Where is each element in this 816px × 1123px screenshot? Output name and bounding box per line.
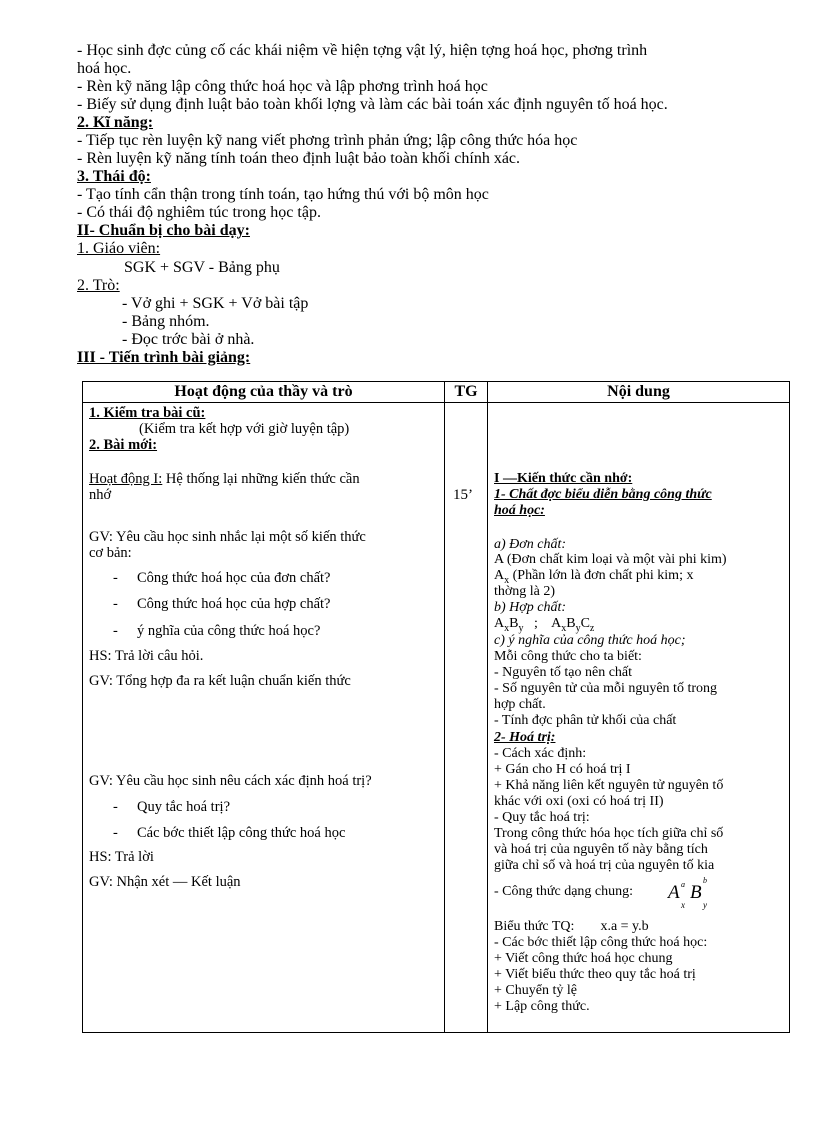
gv-prompt-1-line-2: cơ bản:: [89, 545, 132, 561]
step-2: + Viết biểu thức theo quy tắc hoá trị: [494, 967, 696, 982]
activities-cell: [83, 403, 445, 1033]
meaning-line-4: hợp chất.: [494, 697, 546, 712]
bullet-dash: -: [113, 596, 118, 612]
teacher-label: 1. Giáo viên:: [77, 240, 161, 257]
formula-sub: z: [589, 622, 595, 634]
formula-separator: ;: [523, 616, 552, 631]
student-item-2: - Bảng nhóm.: [122, 313, 210, 330]
general-formula: [668, 871, 728, 910]
compound-label: b) Hợp chất:: [494, 600, 567, 615]
formula-A: A: [494, 568, 505, 583]
section-2-heading: 2- Hoá trị:: [494, 730, 556, 745]
bullet-dash: -: [113, 799, 118, 815]
formula-B: B: [690, 882, 702, 903]
formula-sub: x: [504, 622, 510, 634]
valence-line-5: - Quy tắc hoá trị:: [494, 810, 590, 825]
content-cell: [488, 403, 790, 1033]
steps-heading: - Các bớc thiết lập công thức hoá học:: [494, 935, 708, 950]
element-label: a) Đơn chất:: [494, 537, 567, 552]
table-row: [83, 403, 790, 1033]
objective-line-2: hoá học.: [77, 60, 132, 77]
header-time: TG: [445, 382, 488, 403]
valence-line-2: + Gán cho H có hoá trị I: [494, 762, 631, 777]
formula-superscript: b: [703, 876, 707, 885]
valence-line-4: khác với oxi (oxi có hoá trị II): [494, 794, 664, 809]
lesson-table: [82, 381, 790, 1033]
table-header-row: [83, 382, 790, 403]
skills-line-1: - Tiếp tục rèn luyện kỹ nang viết phơng trình phản ứng; lập công thức hóa học: [77, 132, 578, 149]
expression-equation: x.a = y.b: [600, 919, 649, 934]
step-1: + Viết công thức hoá học chung: [494, 951, 673, 966]
valence-line-6: Trong công thức hóa học tích giữa chỉ số: [494, 826, 724, 841]
activity-1-label: Hoạt động I:: [89, 471, 163, 487]
student-item-3: - Đọc trớc bài ở nhà.: [122, 331, 255, 348]
formula-sub: x: [561, 622, 567, 634]
hs-answer-1: HS: Trả lời câu hỏi.: [89, 648, 204, 664]
element-line-3: thờng là 2): [494, 584, 556, 599]
expression-line: [494, 919, 649, 935]
question-3: ý nghĩa của công thức hoá học?: [137, 623, 321, 639]
objective-line-4: - Biếy sử dụng định luật bảo toàn khối lợng và làm các bài toán xác định nguyên tố hoá học.: [77, 96, 668, 113]
skills-line-2: - Rèn luyện kỹ năng tính toán theo định luật bảo toàn khối chính xác.: [77, 150, 521, 167]
subsection-1-line-1: 1- Chất đợc biểu diễn bằng công thức: [494, 487, 712, 502]
valence-line-1: - Cách xác định:: [494, 746, 587, 761]
general-formula-label: - Công thức dạng chung:: [494, 884, 634, 899]
time-cell: [445, 403, 488, 1033]
step-3: + Chuyển tỷ lệ: [494, 983, 577, 998]
check-text: (Kiểm tra kết hợp với giờ luyện tập): [139, 421, 350, 437]
student-item-1: - Vở ghi + SGK + Vở bài tập: [122, 295, 309, 312]
student-label: 2. Trò:: [77, 277, 120, 294]
question-5: Các bớc thiết lập công thức hoá học: [137, 825, 346, 841]
formula-A: A: [494, 616, 505, 631]
question-1: Công thức hoá học của đơn chất?: [137, 570, 331, 586]
meaning-line-3: - Số nguyên tử của mỗi nguyên tố trong: [494, 681, 718, 696]
subsection-1-line-2: hoá học:: [494, 503, 545, 518]
formula-sub: y: [703, 900, 707, 910]
attitude-heading: 3. Thái độ:: [77, 168, 151, 185]
bullet-dash: -: [113, 570, 118, 586]
activity-1-line-2: nhớ: [89, 487, 112, 503]
check-heading: 1. Kiểm tra bài cũ:: [89, 405, 206, 421]
formula-sub: x: [504, 574, 510, 586]
meaning-line-1: Mỗi công thức cho ta biết:: [494, 649, 642, 664]
formula-B: B: [566, 616, 576, 631]
formula-B: B: [509, 616, 519, 631]
activity-1-text: Hệ thống lại những kiến thức cần: [162, 471, 360, 487]
prep-heading: II- Chuẩn bị cho bài dạy:: [77, 222, 250, 239]
question-2: Công thức hoá học của hợp chất?: [137, 596, 331, 612]
gv-prompt-2: GV: Yêu cầu học sinh nêu cách xác định hoá trị?: [89, 773, 372, 789]
formula-sub: x: [681, 900, 685, 910]
skills-heading: 2. Kĩ năng:: [77, 114, 154, 131]
formula-sub: y: [575, 622, 581, 634]
valence-line-3: + Khả năng liên kết nguyên tử nguyên tố: [494, 778, 724, 793]
formula-A: A: [551, 616, 562, 631]
valence-line-7: và hoá trị của nguyên tố này bằng tích: [494, 842, 708, 857]
objective-line-3: - Rèn kỹ năng lập công thức hoá học và lập phơng trình hoá học: [77, 78, 488, 95]
element-line-1: A (Đơn chất kim loại và một vài phi kim): [494, 552, 727, 567]
gv-prompt-1-line-1: GV: Yêu cầu học sinh nhắc lại một số kiến thức: [89, 529, 366, 545]
meaning-line-2: - Nguyên tố tạo nên chất: [494, 665, 633, 680]
bullet-dash: -: [113, 623, 118, 639]
header-activities: Hoạt động của thầy và trò: [83, 382, 445, 403]
formula-A: A: [668, 882, 680, 903]
new-lesson-heading: 2. Bài mới:: [89, 437, 158, 453]
element-line-2-text: (Phần lớn là đơn chất phi kim; x: [509, 568, 694, 583]
formula-C: C: [580, 616, 590, 631]
meaning-label: c) ý nghĩa của công thức hoá học;: [494, 633, 686, 648]
attitude-line-1: - Tạo tính cẩn thận trong tính toán, tạo hứng thú với bộ môn học: [77, 186, 489, 203]
formula-sub: y: [518, 622, 524, 634]
bullet-dash: -: [113, 825, 118, 841]
meaning-line-5: - Tính đợc phân tử khối của chất: [494, 713, 677, 728]
valence-line-8: giữa chỉ số và hoá trị của nguyên tố kia: [494, 858, 715, 873]
activity-1-line-1: [89, 471, 360, 487]
gv-summary-2: GV: Nhận xét — Kết luận: [89, 874, 241, 890]
formula-superscript: a: [681, 880, 685, 889]
time-value: 15’: [453, 487, 473, 503]
step-4: + Lập công thức.: [494, 999, 590, 1014]
progress-heading: III - Tiến trình bài giảng:: [77, 349, 251, 366]
gv-summary-1: GV: Tổng hợp đa ra kết luận chuẩn kiến thức: [89, 673, 351, 689]
objective-line-1: - Học sinh đợc củng cố các khái niệm về hiện tợng vật lý, hiện tợng hoá học, phơng trình: [77, 42, 648, 59]
header-content: Nội dung: [488, 382, 790, 403]
question-4: Quy tắc hoá trị?: [137, 799, 231, 815]
teacher-items: SGK + SGV - Bảng phụ: [124, 259, 280, 276]
hs-answer-2: HS: Trả lời: [89, 849, 154, 865]
expression-label: Biểu thức TQ:: [494, 919, 575, 934]
section-1-heading: I —Kiến thức cần nhớ:: [494, 471, 633, 486]
attitude-line-2: - Có thái độ nghiêm túc trong học tập.: [77, 204, 321, 221]
